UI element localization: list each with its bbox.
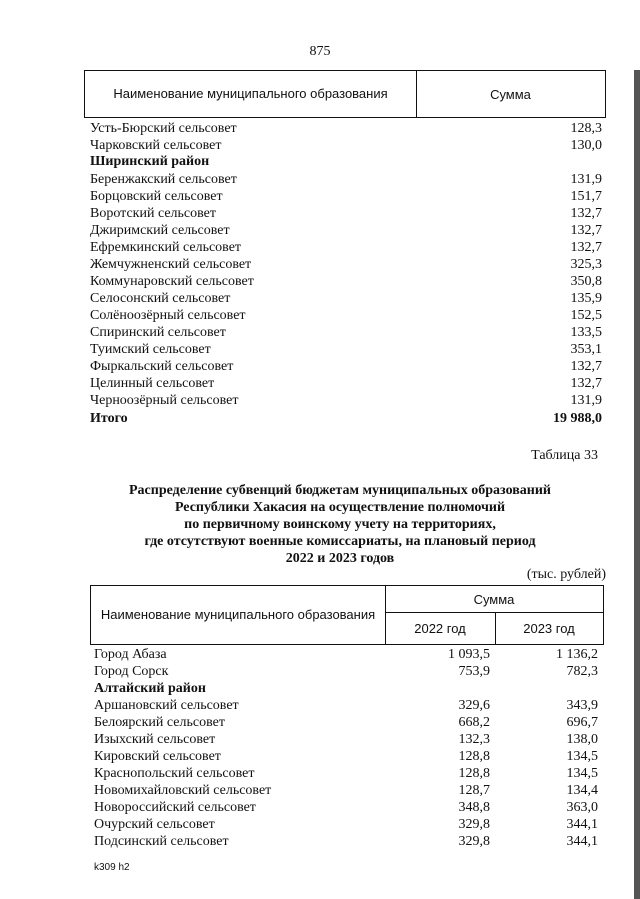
row-value-2022: 1 093,5 [448,647,490,662]
row-value-2023: 344,1 [566,817,598,832]
row-name: Черноозёрный сельсовет [90,393,239,408]
row-value-2022: 132,3 [458,732,490,747]
row-name: Селосонский сельсовет [90,291,231,306]
table-row [90,392,604,409]
row-value: 135,9 [570,291,602,306]
table-row [90,410,604,427]
table-row [94,731,604,748]
table2-header [90,585,604,645]
row-name: Новомихайловский сельсовет [94,783,272,798]
row-value: 130,0 [570,138,602,153]
footer-code: k309 h2 [94,862,130,873]
table-row [90,222,604,239]
unit-label: (тыс. рублей) [526,567,606,582]
row-name: Белоярский сельсовет [94,715,225,730]
row-name: Спиринский сельсовет [90,325,226,340]
title-line: где отсутствуют военные комиссариаты, на плановый период [144,534,536,549]
row-value: 132,7 [570,376,602,391]
row-name: Чарковский сельсовет [90,138,222,153]
row-value-2022: 329,8 [458,834,490,849]
row-name: Борцовский сельсовет [90,189,223,204]
row-value: 350,8 [570,274,602,289]
row-value: 19 988,0 [553,411,602,426]
row-value: 152,5 [570,308,602,323]
table-row [94,697,604,714]
row-name: Джиримский сельсовет [90,223,230,238]
table-row [90,205,604,222]
table-row [90,307,604,324]
row-value-2023: 344,1 [566,834,598,849]
row-value: 132,7 [570,359,602,374]
row-name: Краснопольский сельсовет [94,766,255,781]
row-value-2022: 753,9 [458,664,490,679]
table-row [94,816,604,833]
row-value-2022: 348,8 [458,800,490,815]
page-number: 875 [309,44,331,59]
table-row [94,833,604,850]
table2-header-year2: 2023 год [523,620,575,636]
row-name: Изыхский сельсовет [94,732,216,747]
table2-header-sum: Сумма [385,586,603,613]
row-value-2023: 782,3 [566,664,598,679]
table1-header-name: Наименование муниципального образования [85,71,417,117]
table-row [90,239,604,256]
table-row [90,153,604,170]
row-value: 132,7 [570,240,602,255]
table-row [90,290,604,307]
table-row [90,375,604,392]
row-value: 151,7 [570,189,602,204]
row-name: Коммунаровский сельсовет [90,274,254,289]
table-row [90,256,604,273]
table-row [94,680,604,697]
table-row [94,748,604,765]
row-name: Ефремкинский сельсовет [90,240,242,255]
row-name: Беренжакский сельсовет [90,172,237,187]
table-row [94,646,604,663]
row-value: 131,9 [570,172,602,187]
row-value-2023: 1 136,2 [556,647,598,662]
table-row [90,324,604,341]
row-name: Кировский сельсовет [94,749,221,764]
row-value-2023: 134,5 [566,749,598,764]
table-row [90,358,604,375]
row-value: 133,5 [570,325,602,340]
row-name: Фыркальский сельсовет [90,359,234,374]
row-value-2022: 329,8 [458,817,490,832]
row-name: Город Сорск [94,664,169,679]
table1-header-sum: Сумма [490,86,531,102]
table-label: Таблица 33 [531,448,598,463]
table-row [94,782,604,799]
row-value-2023: 134,4 [566,783,598,798]
row-value: 132,7 [570,206,602,221]
table2-header-year1: 2022 год [385,612,496,644]
scan-edge [634,70,640,899]
row-name: Туимский сельсовет [90,342,211,357]
row-value-2023: 363,0 [566,800,598,815]
row-value: 325,3 [570,257,602,272]
table-row [90,137,604,154]
row-name: Жемчужненский сельсовет [90,257,252,272]
row-value-2023: 134,5 [566,766,598,781]
table-row [94,714,604,731]
row-value-2023: 696,7 [566,715,598,730]
row-name: Целинный сельсовет [90,376,215,391]
row-name: Аршановский сельсовет [94,698,239,713]
row-value: 132,7 [570,223,602,238]
table2-title [60,482,620,567]
row-name: Новороссийский сельсовет [94,800,256,815]
row-name: Солёноозёрный сельсовет [90,308,246,323]
row-name: Подсинский сельсовет [94,834,229,849]
row-value-2022: 668,2 [458,715,490,730]
row-value-2023: 343,9 [566,698,598,713]
table2-header-name: Наименование муниципального образования [91,586,386,644]
row-value-2023: 138,0 [566,732,598,747]
row-value: 353,1 [570,342,602,357]
row-value: 128,3 [570,121,602,136]
table-row [90,171,604,188]
row-value-2022: 329,6 [458,698,490,713]
row-value-2022: 128,7 [458,783,490,798]
row-value-2022: 128,8 [458,749,490,764]
row-name: Очурский сельсовет [94,817,215,832]
title-line: Республики Хакасия на осуществление полномочий [174,500,506,515]
row-name: Алтайский район [94,681,206,696]
table-row [90,273,604,290]
title-line: по первичному воинскому учету на территориях, [184,517,496,532]
row-name: Усть-Бюрский сельсовет [90,121,237,136]
row-value-2022: 128,8 [458,766,490,781]
title-line: 2022 и 2023 годов [285,551,395,566]
table-row [94,765,604,782]
title-line: Распределение субвенций бюджетам муниципальных образований [129,483,551,498]
row-name: Ширинский район [90,154,210,169]
row-name: Город Абаза [94,647,167,662]
table-row [94,799,604,816]
table-row [94,663,604,680]
table-row [90,188,604,205]
table1-header [84,70,606,118]
table-row [90,341,604,358]
row-value: 131,9 [570,393,602,408]
row-name: Воротский сельсовет [90,206,216,221]
table-row [90,120,604,137]
row-name: Итого [90,411,128,426]
